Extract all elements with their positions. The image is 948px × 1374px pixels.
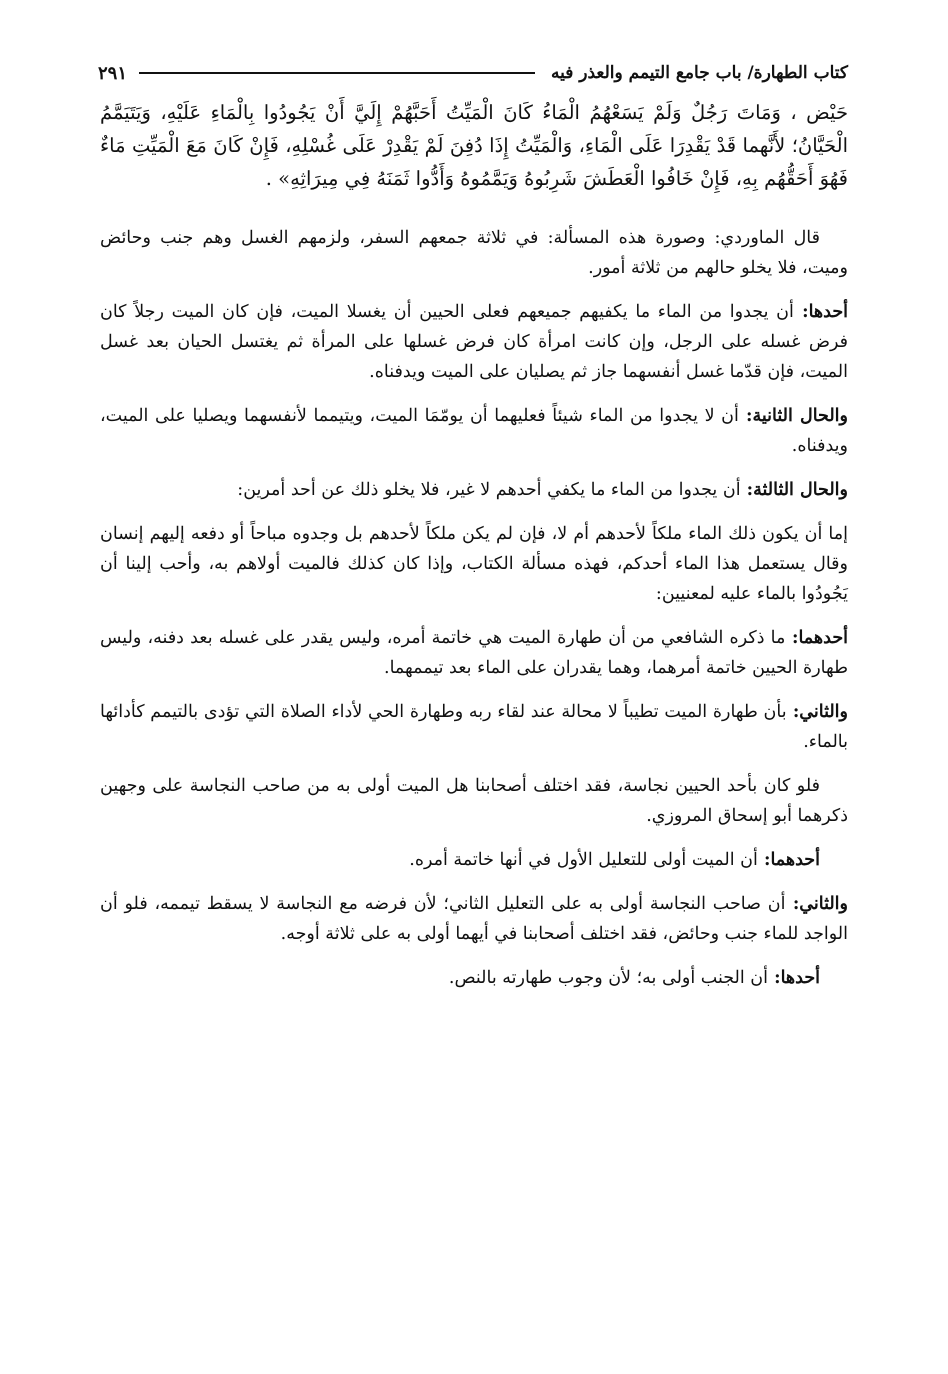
paragraph xyxy=(100,519,848,609)
paragraph-text: أن صاحب النجاسة أولى به على التعليل الثاني؛ لأن فرضه مع النجاسة لا يسقط تيممه، فلو أن الواجد للماء جنب وحائض، فقد اختلف أصحابنا في أيهما أولى به على ثلاثة أوجه. xyxy=(100,894,848,944)
paragraph xyxy=(100,223,848,283)
paragraph-lead: أحدهما: xyxy=(785,628,848,648)
paragraph-lead: والثاني: xyxy=(786,702,848,722)
paragraph xyxy=(100,401,848,461)
paragraph-text: إما أن يكون ذلك الماء ملكاً لأحدهم أم لا، فإن لم يكن ملكاً لأحدهم بل وجدوه مباحاً أو دفعه إليهم إنسان وقال يستعمل هذا الماء أحدكم، فهذه مسألة الكتاب، وإذا كان كذلك فالميت أولاهم به، وأحب إلينا أن يَجُودُوا بالماء عليه لمعنيين: xyxy=(100,524,848,604)
paragraph-text: ما ذكره الشافعي من أن طهارة الميت هي خاتمة أمره، وليس يقدر على غسله بعد دفنه، وليس طهارة الحيين خاتمة أمرهما، وهما يقدران على الماء بعد تيممهما. xyxy=(100,628,848,678)
paragraph-text: أن الجنب أولى به؛ لأن وجوب طهارته بالنص. xyxy=(448,968,769,988)
paragraph xyxy=(100,297,848,387)
paragraph xyxy=(100,889,848,949)
paragraph-text: قال الماوردي: وصورة هذه المسألة: في ثلاثة جمعهم السفر، ولزمهم الغسل وهم جنب وحائض وميت، فلا يخلو حالهم من ثلاثة أمور. xyxy=(100,228,848,278)
page-number: ٢٩١ xyxy=(98,62,128,84)
paragraph-lead: والحال الثالثة: xyxy=(740,480,848,500)
paragraph-lead: والثاني: xyxy=(785,894,848,914)
paragraph xyxy=(100,845,848,875)
paragraph xyxy=(100,963,848,993)
paragraph-text: أن يجدوا من الماء ما يكفيهم جميعهم فعلى الحيين أن يغسلا الميت، فإن كان الميت رجلاً كان فرض غسله على الرجل، وإن كانت امرأة كان فرض غسلها على المرأة ثم يغتسل الحيان بعد غسل الميت، فإن قدّما غسل أنفسهما جاز ثم يصليان على الميت ويدفناه. xyxy=(100,302,848,382)
paragraph-lead: والحال الثانية: xyxy=(738,406,848,426)
header-title: كتاب الطهارة/ باب جامع التيمم والعذر فيه xyxy=(551,63,848,83)
paragraph-text: فلو كان بأحد الحيين نجاسة، فقد اختلف أصحابنا هل الميت أولى به من صاحب النجاسة على وجهين ذكرهما أبو إسحاق المروزي. xyxy=(100,776,848,826)
paragraph-text: أن لا يجدوا من الماء شيئاً فعليهما أن يومّمَا الميت، ويتيمما لأنفسهما ويصليا على الميت، ويدفناه. xyxy=(100,406,848,456)
paragraph-text: أن يجدوا من الماء ما يكفي أحدهم لا غير، فلا يخلو ذلك عن أحد أمرين: xyxy=(237,480,741,500)
paragraph-lead: أحدها: xyxy=(793,302,848,322)
header-rule xyxy=(139,72,535,74)
paragraph-lead: أحدهما: xyxy=(757,850,820,870)
paragraph-lead: أحدها: xyxy=(768,968,820,988)
paragraph xyxy=(100,771,848,831)
paragraph-text: أن الميت أولى للتعليل الأول في أنها خاتمة أمره. xyxy=(409,850,758,870)
paragraph xyxy=(100,475,848,505)
page-body xyxy=(100,96,848,1007)
running-header xyxy=(98,58,848,88)
hadith-text: حَيْض ، وَمَاتَ رَجُلٌ وَلَمْ يَسَعْهُمُ الْمَاءُ كَانَ الْمَيِّتُ أَحَبَّهُمْ إِلَيَّ أَنْ يَجُودُوا بِالْمَاءِ عَلَيْهِ، وَيَتَيَمَّمُ الْحَيَّانُ؛ لأَنَّهما قَدْ يَقْدِرَا عَلَى الْمَاءِ، وَالْمَيِّتُ إِذَا دُفِنَ لَمْ يَقْدِرْ عَلَى غُسْلِهِ، فَإِنْ كَانَ مَعَ الْمَيِّتِ مَاءٌ فَهُوَ أَحَقُّهُم بِهِ، فَإِنْ خَافُوا الْعَطَشَ شَرِبُوهُ وَيَمَّمُوهُ وَأَدُّوا ثَمَنَهُ فِي مِيرَاثِهِ» . xyxy=(100,101,848,190)
paragraph xyxy=(100,697,848,757)
paragraph-text: بأن طهارة الميت تطيباً لا محالة عند لقاء ربه وطهارة الحي لأداء الصلاة التي تؤدى بالتيمم كأدائها بالماء. xyxy=(100,702,848,752)
paragraph xyxy=(100,623,848,683)
